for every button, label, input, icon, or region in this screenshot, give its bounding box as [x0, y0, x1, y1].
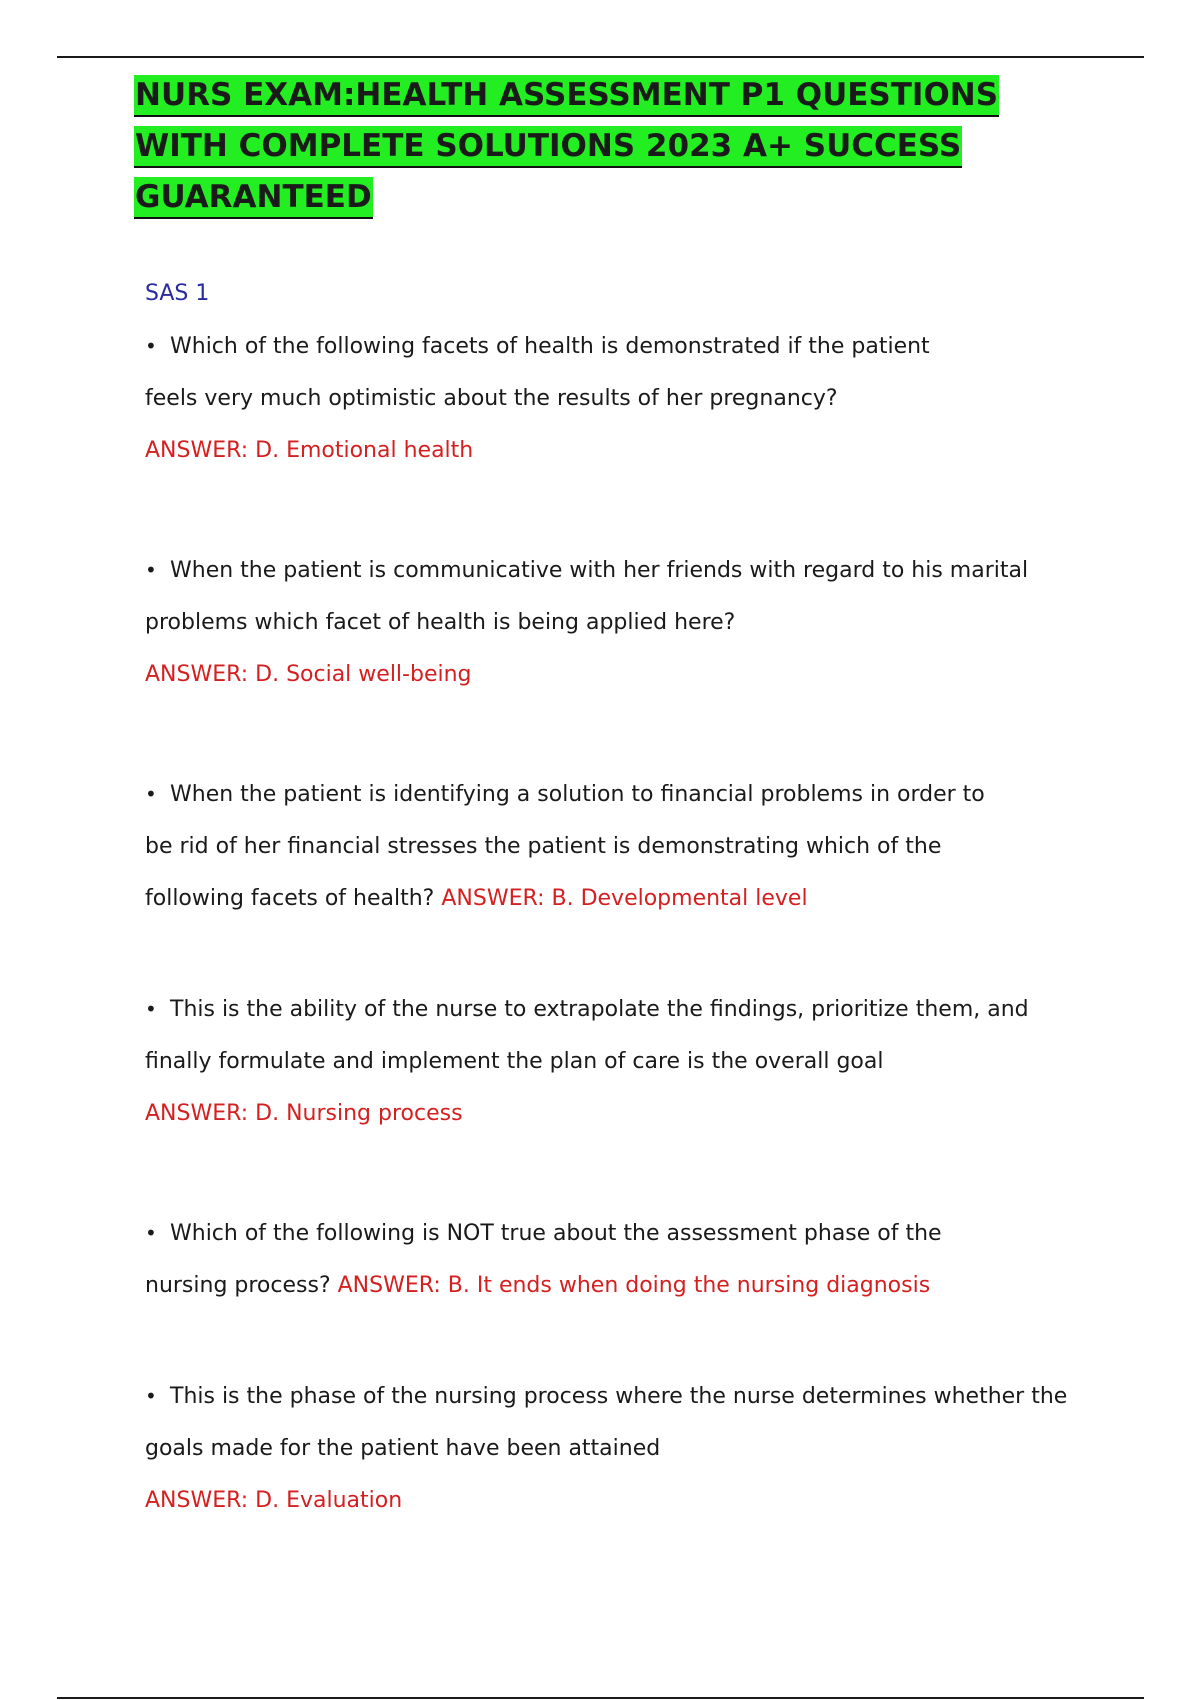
- question-text: When the patient is communicative with her friends with regard to his marital: [170, 558, 1029, 583]
- bullet-icon: •: [145, 558, 157, 582]
- question-item: [145, 1207, 1095, 1312]
- bullet-icon: •: [145, 1221, 157, 1245]
- question-text: Which of the following is NOT true about the assessment phase of the: [170, 1221, 942, 1246]
- question-item: [145, 1370, 1095, 1527]
- question-text: be rid of her financial stresses the patient is demonstrating which of the: [145, 834, 942, 859]
- bullet-icon: •: [145, 997, 157, 1021]
- question-text: When the patient is identifying a solution to financial problems in order to: [170, 782, 985, 807]
- question-text: finally formulate and implement the plan of care is the overall goal: [145, 1049, 884, 1074]
- answer-text: ANSWER: B. Developmental level: [441, 886, 808, 911]
- question-item: [145, 983, 1095, 1140]
- title-line-2: WITH COMPLETE SOLUTIONS 2023 A+ SUCCESS: [134, 126, 962, 168]
- top-rule: [57, 56, 1144, 58]
- bullet-icon: •: [145, 334, 157, 358]
- question-text: following facets of health?: [145, 886, 435, 911]
- bullet-icon: •: [145, 782, 157, 806]
- question-item: [145, 320, 1095, 477]
- bottom-rule: [57, 1697, 1144, 1699]
- question-text: Which of the following facets of health is demonstrated if the patient: [170, 334, 930, 359]
- title-line-3: GUARANTEED: [134, 177, 373, 219]
- answer-text: ANSWER: D. Social well-being: [145, 662, 472, 687]
- question-list: [145, 268, 1095, 1527]
- answer-text: ANSWER: D. Emotional health: [145, 438, 474, 463]
- question-text: This is the phase of the nursing process where the nurse determines whether the: [170, 1384, 1068, 1409]
- question-item: [145, 544, 1095, 701]
- question-text: feels very much optimistic about the results of her pregnancy?: [145, 386, 838, 411]
- answer-text: ANSWER: B. It ends when doing the nursing diagnosis: [337, 1273, 931, 1298]
- answer-text: ANSWER: D. Evaluation: [145, 1488, 403, 1513]
- title-line-1: NURS EXAM:HEALTH ASSESSMENT P1 QUESTIONS: [134, 75, 999, 117]
- question-text: nursing process?: [145, 1273, 331, 1298]
- section-label: SAS 1: [145, 281, 210, 306]
- question-text: problems which facet of health is being applied here?: [145, 610, 736, 635]
- bullet-icon: •: [145, 1384, 157, 1408]
- question-text: goals made for the patient have been attained: [145, 1436, 661, 1461]
- answer-text: ANSWER: D. Nursing process: [145, 1101, 463, 1126]
- question-item: [145, 768, 1095, 925]
- document-title: [134, 72, 1084, 225]
- question-text: This is the ability of the nurse to extrapolate the findings, prioritize them, and: [170, 997, 1029, 1022]
